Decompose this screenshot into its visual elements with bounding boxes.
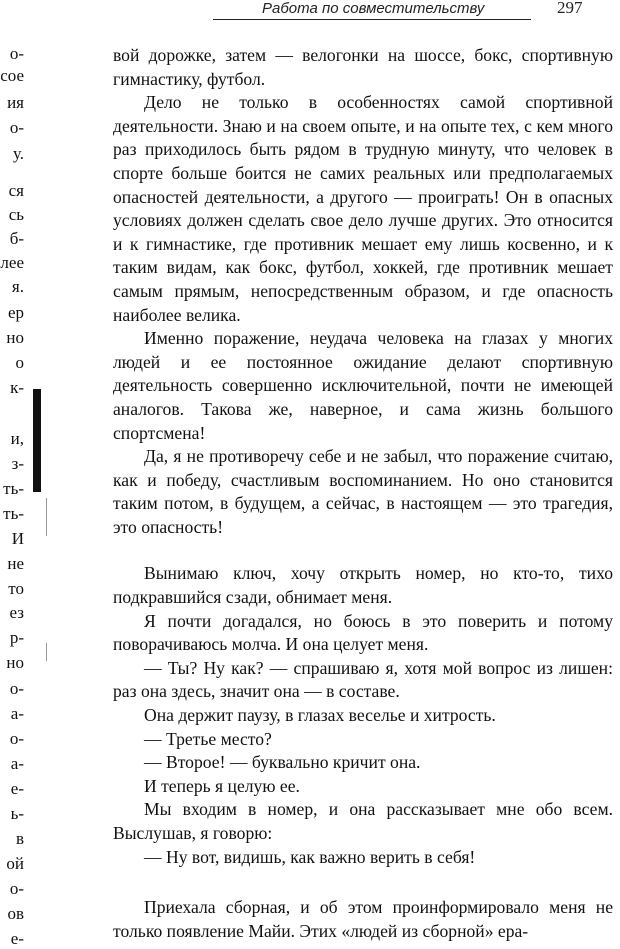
margin-fragment: з-	[11, 454, 24, 473]
margin-fragment: е-	[10, 929, 24, 948]
running-header	[0, 0, 620, 24]
paragraph: вой дорожке, затем — велогонки на шоссе, бокс, спортивную гимнастику, футбол.	[113, 45, 613, 89]
binding-line	[46, 643, 47, 661]
margin-fragment: о-	[9, 44, 24, 63]
margin-fragment: ся	[8, 181, 24, 200]
binding-line	[46, 498, 47, 536]
margin-fragment: в	[15, 829, 24, 848]
margin-fragment: лее	[0, 253, 24, 272]
margin-fragment: б-	[9, 229, 24, 248]
header-rule	[213, 19, 531, 20]
margin-fragment: и,	[10, 429, 24, 448]
margin-fragment: о-	[9, 879, 24, 898]
page-number: 297	[557, 0, 583, 17]
margin-fragment: сь	[8, 205, 24, 224]
paragraph: Вынимаю ключ, хочу открыть номер, но кто-то, тихо подкравшийся сзади, обнимает меня.	[113, 563, 613, 608]
margin-fragment: а-	[10, 754, 24, 773]
margin-fragment: ер	[7, 303, 24, 322]
margin-fragment: о-	[9, 729, 24, 748]
margin-fragment: ия	[7, 93, 24, 112]
paragraph: — Третье место?	[144, 728, 272, 749]
margin-fragment: е-	[10, 779, 24, 798]
paragraph: Она держит паузу, в глазах веселье и хитрость.	[144, 705, 496, 726]
paragraph: — Ты? Ну как? — спрашиваю я, хотя мой вопрос из лишен: раз она здесь, значит она — в составе.	[113, 657, 613, 702]
header-title: Работа по совместительству	[262, 0, 485, 17]
margin-fragment: о-	[9, 679, 24, 698]
paragraph: — Ну вот, видишь, как важно верить в себя!	[144, 846, 476, 867]
margin-fragment: к-	[10, 378, 24, 397]
margin-fragment: р-	[9, 628, 24, 647]
margin-fragment: сое	[0, 66, 24, 85]
margin-fragment: у.	[12, 144, 24, 163]
margin-fragment: то	[8, 579, 24, 598]
paragraph: И теперь я целую ее.	[144, 775, 300, 796]
margin-fragment: ть-	[3, 479, 24, 498]
adjacent-page-fragment	[0, 40, 24, 948]
paragraph: Мы входим в номер, и она рассказывает мне обо всем. Выслушав, я говорю:	[113, 799, 613, 843]
margin-fragment: ез	[9, 603, 24, 622]
margin-fragment: ь-	[10, 804, 24, 823]
section-break	[113, 539, 613, 562]
margin-fragment: И	[11, 529, 24, 548]
paragraph: Приехала сборная, и об этом проинформировало меня не только появление Майи. Этих «людей из сборной» ера-	[113, 897, 613, 941]
margin-fragment: ой	[6, 854, 24, 873]
margin-fragment: но	[6, 653, 24, 672]
paragraph: — Второе! — буквально кричит она.	[144, 752, 421, 773]
margin-fragment: я.	[11, 277, 24, 296]
margin-fragment: о	[15, 353, 24, 372]
page-body	[113, 44, 613, 943]
paragraph: Дело не только в особенностях самой спортивной деятельности. Знаю и на своем опыте, и на опыте тех, с кем много раз приходилось быть рядом в трудную минуту, что человек в спорте больше боится не самих реальных или предполагаемых опасностей деятельности, а другого — проиграть! Он в опасных условиях должен сделать свое дело лучше других. Это относится и к гимнастике, где противник мешает ему лишь косвенно, и к таким видам, как бокс, футбол, хоккей, где противник мешает самым прямым, непосредственным образом, и где опасность наиболее велика.	[113, 92, 613, 325]
binding-shadow-bar	[33, 389, 41, 492]
margin-fragment: ть-	[3, 504, 24, 523]
margin-fragment: а-	[10, 704, 24, 723]
margin-fragment: не	[7, 554, 24, 573]
paragraph: Да, я не противоречу себе и не забыл, что поражение считаю, как и победу, счастливым воспоминанием. Но оно становится таким потом, в будущем, а сейчас, в настоящем — это трагедия, это опасность!	[113, 446, 613, 537]
section-break	[113, 869, 613, 896]
margin-fragment: о-	[9, 118, 24, 137]
paragraph: Я почти догадался, но боюсь в это поверить и потому поворачиваюсь молча. И она целует меня.	[113, 610, 613, 655]
margin-fragment: ов	[7, 904, 24, 923]
paragraph: Именно поражение, неудача человека на глазах у многих людей и ее постоянное ожидание делают спортивную деятельность совершенно исключительной, почти не имеющей аналогов. Такова же, наверное, и сама жизнь большого спортсмена!	[113, 328, 613, 443]
margin-fragment: но	[6, 328, 24, 347]
